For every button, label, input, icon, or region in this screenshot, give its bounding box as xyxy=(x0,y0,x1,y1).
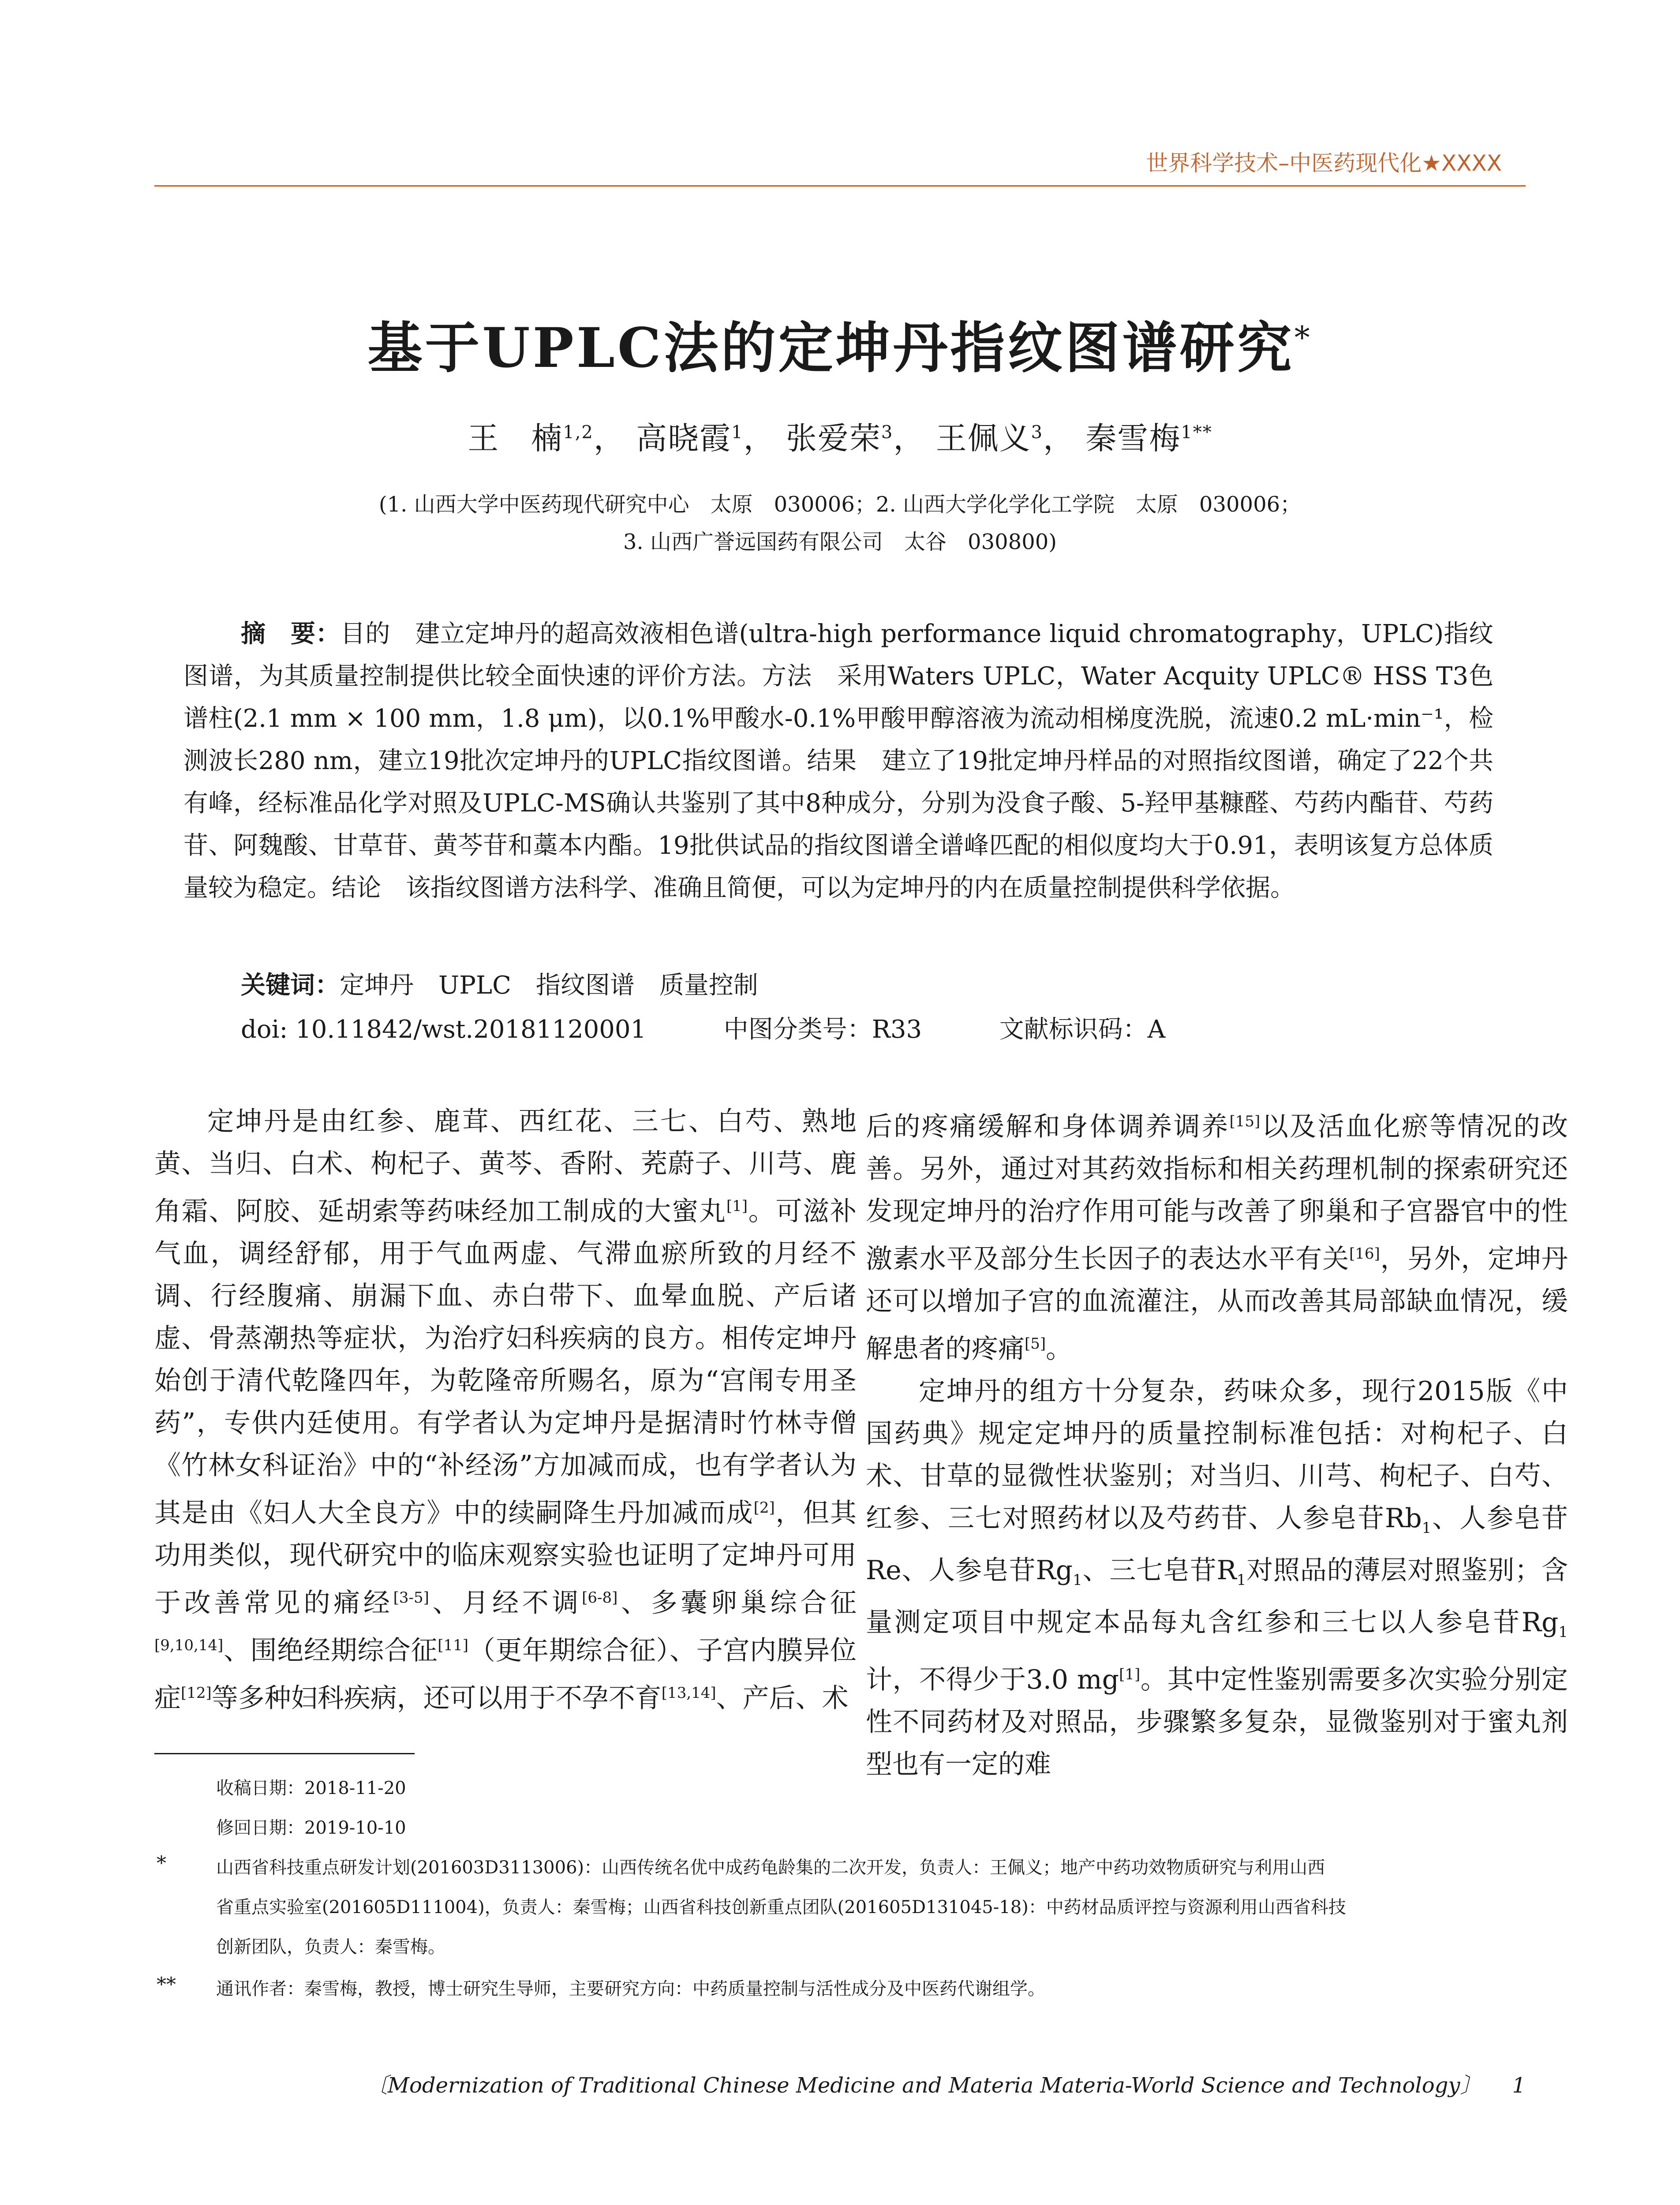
body-text: 。其中定性鉴别需要多次实验分别定性不同药材及对照品，步骤繁多复杂，显微鉴别对于蜜丸剂型也有一定的难 xyxy=(866,1664,1568,1780)
subscript: 1 xyxy=(1073,1571,1082,1589)
subscript: 1 xyxy=(1236,1571,1246,1589)
corresponding-footnote-mark: ** xyxy=(157,1973,176,1996)
header-rule xyxy=(154,185,1526,187)
author-affiliation-mark: 1** xyxy=(1181,422,1212,443)
title-footnote-mark: * xyxy=(1294,319,1313,356)
citation: [11] xyxy=(438,1637,469,1654)
keywords-text: 定坤丹 UPLC 指纹图谱 质量控制 xyxy=(340,971,758,1000)
citation: [2] xyxy=(753,1499,775,1517)
page-footer xyxy=(367,2068,1526,2099)
body-text: 、三七皂苷R xyxy=(1082,1555,1237,1586)
author-affiliation-mark: 1 xyxy=(731,422,744,443)
running-head: 世界科学技术–中医药现代化★XXXX xyxy=(1146,150,1502,176)
abstract xyxy=(183,613,1493,909)
body-text: 、围绝经期综合征 xyxy=(223,1635,438,1666)
citation: [1] xyxy=(726,1197,748,1215)
clc-number: R33 xyxy=(872,1015,922,1044)
body-text: 。 xyxy=(1046,1334,1073,1364)
author-name: 王 楠 xyxy=(468,420,563,456)
doi: doi: 10.11842/wst.20181120001 xyxy=(241,1015,647,1044)
received-date: 收稿日期：2018-11-20 xyxy=(216,1778,406,1798)
body-text: 后的疼痛缓解和身体调养调养 xyxy=(866,1111,1230,1142)
doc-code-label: 文献标识码： xyxy=(999,1015,1148,1044)
journal-name: 〔Modernization of Traditional Chinese Medicine and Materia Materia-World Science and Technology〕 xyxy=(366,2073,1482,2098)
citation: [5] xyxy=(1025,1335,1046,1353)
body-text: 定坤丹的组方十分复杂，药味众多，现行2015版《中国药典》规定定坤丹的质量控制标准包括：对枸杞子、白术、甘草的显微性状鉴别；对当归、川芎、枸杞子、白芍、红参、三七对照药材以及芍药苷、人参皂苷Rb xyxy=(866,1376,1568,1534)
body-text: 、产后、术 xyxy=(716,1683,849,1714)
subscript: 1 xyxy=(1422,1519,1432,1537)
author-name: 张爱荣 xyxy=(786,420,881,456)
body-text: 、人参皂苷Re、人参皂苷Rg xyxy=(866,1503,1568,1586)
citation: [1] xyxy=(1119,1666,1141,1683)
citation: [13,14] xyxy=(661,1684,716,1702)
affiliation-line: 3. 山西广誉远国药有限公司 太谷 030800) xyxy=(623,530,1057,554)
clc-label: 中图分类号： xyxy=(723,1015,872,1044)
title-text: 基于UPLC法的定坤丹指纹图谱研究 xyxy=(367,316,1295,380)
keywords-label: 关键词： xyxy=(241,971,340,1000)
citation: [6-8] xyxy=(582,1589,618,1607)
body-column-right xyxy=(866,1100,1568,1786)
citation: [16] xyxy=(1349,1245,1380,1263)
affiliation-line: (1. 山西大学中医药现代研究中心 太原 030006；2. 山西大学化学化工学院 太原 030006； xyxy=(378,492,1302,517)
author-affiliation-mark: 1,2 xyxy=(563,422,594,443)
body-text: 。可滋补气血，调经舒郁，用于气血两虚、气滞血瘀所致的月经不调、行经腹痛、崩漏下血、赤白带下、血晕血脱、产后诸虚、骨蒸潮热等症状，为治疗妇科疾病的良方。相传定坤丹始创于清代乾隆四年，为乾隆帝所赐名，原为“宫闱专用圣药”，专供内廷使用。有学者认为定坤丹是据清时竹林寺僧《竹林女科证治》中的“补经汤”方加减而成，也有学者认为其是由《妇人大全良方》中的续嗣降生丹加减而成 xyxy=(154,1196,857,1529)
body-text: （更年期综合征）、子宫内膜异位症 xyxy=(154,1635,857,1714)
body-paragraph xyxy=(154,1100,857,1719)
body-text: ，另外，定坤丹还可以增加子宫的血流灌注，从而改善其局部缺血情况，缓解患者的疼痛 xyxy=(866,1244,1568,1364)
corresponding-author: 通讯作者：秦雪梅，教授，博士研究生导师，主要研究方向：中药质量控制与活性成分及中医药代谢组学。 xyxy=(216,1979,1045,1999)
body-text: 计，不得少于3.0 mg xyxy=(866,1664,1119,1695)
citation: [3-5] xyxy=(393,1589,429,1607)
author-name: 高晓霞 xyxy=(636,420,732,456)
citation: [9,10,14] xyxy=(154,1637,224,1654)
body-text: 等多种妇科疾病，还可以用于不孕不育 xyxy=(211,1683,662,1714)
author-affiliation-mark: 3 xyxy=(881,422,894,443)
page-number: 1 xyxy=(1512,2073,1526,2098)
doc-code: A xyxy=(1147,1015,1166,1044)
body-text: 以及活血化瘀等情况的改善。另外，通过对其药效指标和相关药理机制的探索研究还发现定坤丹的治疗作用可能与改善了卵巢和子宫器官中的性激素水平及部分生长因子的表达水平有关 xyxy=(866,1111,1568,1274)
body-text: 、月经不调 xyxy=(429,1588,582,1618)
footnote-rule xyxy=(154,1753,415,1754)
body-text: ，但其功用类似，现代研究中的临床观察实验也证明了定坤丹可用于改善常见的痛经 xyxy=(154,1498,857,1618)
article-identifiers xyxy=(241,1010,1165,1045)
body-paragraph xyxy=(866,1370,1568,1786)
revised-date: 修回日期：2019-10-10 xyxy=(216,1818,406,1838)
citation: [15] xyxy=(1229,1113,1261,1130)
body-text: 对照品的薄层对照鉴别；含量测定项目中规定本品每丸含红参和三七以人参皂苷Rg xyxy=(866,1555,1568,1638)
body-text: 定坤丹是由红参、鹿茸、西红花、三七、白芍、熟地黄、当归、白术、枸杞子、黄芩、香附、茺蔚子、川芎、鹿角霜、阿胶、延胡索等药味经加工制成的大蜜丸 xyxy=(154,1106,857,1227)
citation: [12] xyxy=(181,1684,212,1702)
author-list: 王 楠$^{1,2}$， 高晓霞$^1$， 张爱荣$^3$， 王佩义$^3$， 秦雪梅$^{1**}$ xyxy=(468,420,1212,456)
fund-footnote-mark: * xyxy=(157,1852,166,1875)
fund-info-line: 山西省科技重点研发计划(201603D3113006)：山西传统名优中成药龟龄集的二次开发，负责人：王佩义；地产中药功效物质研究与利用山西 xyxy=(216,1857,1325,1878)
fund-info-line: 省重点实验室(201605D111004)，负责人：秦雪梅；山西省科技创新重点团队(201605D131045-18)：中药材品质评控与资源利用山西省科技 xyxy=(216,1897,1346,1917)
author-affiliation-mark: 3 xyxy=(1031,422,1044,443)
subscript: 1 xyxy=(1558,1623,1568,1641)
body-column-left xyxy=(154,1100,857,1719)
abstract-text: 目的 建立定坤丹的超高效液相色谱(ultra-high performance liquid chromatography，UPLC)指纹图谱，为其质量控制提供比较全面快速的评价方法。方法 采用Waters UPLC，Water Acquity UPLC® HSS T3色谱柱(2.1 mm × 100 mm，1.8 μm)，以0.1%甲酸水-0.1%甲酸甲醇溶液为流动相梯度洗脱，流速0.2 mL·min⁻¹，检测波长280 nm，建立19批次定坤丹的UPLC指纹图谱。结果 建立了19批定坤丹样品的对照指纹图谱，确定了22个共有峰，经标准品化学对照及UPLC-MS确认共鉴别了其中8种成分，分别为没食子酸、5-羟甲基糠醛、芍药内酯苷、芍药苷、阿魏酸、甘草苷、黄芩苷和藁本内酯。19批供试品的指纹图谱全谱峰匹配的相似度均大于0.91，表明该复方总体质量较为稳定。结论 该指纹图谱方法科学、准确且简便，可以为定坤丹的内在质量控制提供科学依据。 xyxy=(183,620,1493,902)
keywords xyxy=(241,966,758,1001)
body-paragraph xyxy=(866,1100,1568,1370)
author-name: 王佩义 xyxy=(935,420,1031,456)
body-text: 、多囊卵巢综合征 xyxy=(617,1588,857,1618)
abstract-label: 摘 要： xyxy=(241,620,340,648)
fund-info-line: 创新团队，负责人：秦雪梅。 xyxy=(216,1937,445,1957)
author-name: 秦雪梅 xyxy=(1085,420,1181,456)
paper-title xyxy=(0,304,1680,383)
